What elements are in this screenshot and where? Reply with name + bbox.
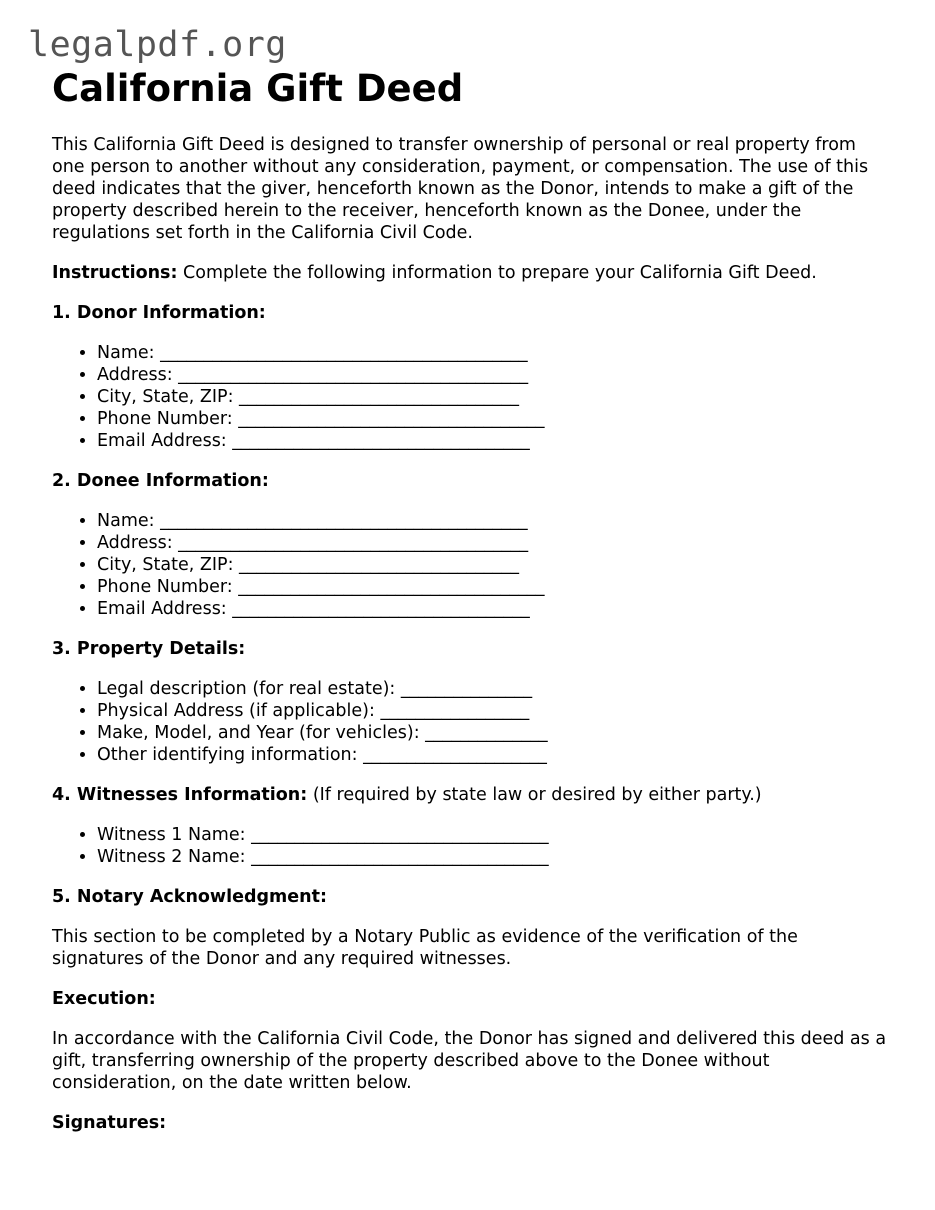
witnesses-field-list [52,824,892,868]
property-field-list [52,678,892,766]
property-legal-description-field[interactable]: • Legal description (for real estate): _______________ [97,678,892,700]
donor-email-field[interactable]: • Email Address: __________________________________ [97,430,892,452]
witness-2-name-field[interactable]: • Witness 2 Name: __________________________________ [97,846,892,868]
instructions-paragraph [52,262,892,284]
notary-paragraph: This section to be completed by a Notary Public as evidence of the verification of the signatures of the Donor and any required witnesses. [52,927,798,969]
execution-paragraph: In accordance with the California Civil Code, the Donor has signed and delivered this deed as a gift, transferring ownership of the property described above to the Donee without consideration, on the date written below. [52,1029,887,1093]
signatures-heading: Signatures: [52,1113,167,1133]
execution-heading: Execution: [52,989,156,1009]
donor-city-state-zip-field[interactable]: • City, State, ZIP: ________________________________ [97,386,892,408]
witnesses-heading: 4. Witnesses Information: [52,785,308,805]
donor-name-field[interactable]: • Name: __________________________________________ [97,342,892,364]
property-other-info-field[interactable]: • Other identifying information: _____________________ [97,744,892,766]
donor-phone-field[interactable]: • Phone Number: ___________________________________ [97,408,892,430]
instructions-label: Instructions: [52,263,178,283]
page-title: California Gift Deed [52,67,464,110]
instructions-text: Complete the following information to prepare your California Gift Deed. [177,263,817,283]
donee-heading: 2. Donee Information: [52,471,269,491]
notary-heading: 5. Notary Acknowledgment: [52,887,327,907]
witnesses-note: (If required by state law or desired by either party.) [307,785,762,805]
donee-name-field[interactable]: • Name: __________________________________________ [97,510,892,532]
donor-field-list [52,342,892,452]
property-physical-address-field[interactable]: • Physical Address (if applicable): _________________ [97,700,892,722]
donor-heading: 1. Donor Information: [52,303,266,323]
intro-paragraph: This California Gift Deed is designed to transfer ownership of personal or real property from one person to another without any consideration, payment, or compensation. The use of this deed indicates that the giver, henceforth known as the Donor, intends to make a gift of the property described herein to the receiver, henceforth known as the Donee, under the regulations set forth in the California Civil Code. [52,135,869,243]
witnesses-heading-line [52,784,892,806]
donee-address-field[interactable]: • Address: ________________________________________ [97,532,892,554]
watermark: legalpdf.org [28,25,287,65]
property-vehicle-field[interactable]: • Make, Model, and Year (for vehicles): ______________ [97,722,892,744]
donee-phone-field[interactable]: • Phone Number: ___________________________________ [97,576,892,598]
document-body [52,68,892,1152]
property-heading: 3. Property Details: [52,639,246,659]
donee-email-field[interactable]: • Email Address: __________________________________ [97,598,892,620]
witness-1-name-field[interactable]: • Witness 1 Name: __________________________________ [97,824,892,846]
donee-field-list [52,510,892,620]
donee-city-state-zip-field[interactable]: • City, State, ZIP: ________________________________ [97,554,892,576]
donor-address-field[interactable]: • Address: ________________________________________ [97,364,892,386]
